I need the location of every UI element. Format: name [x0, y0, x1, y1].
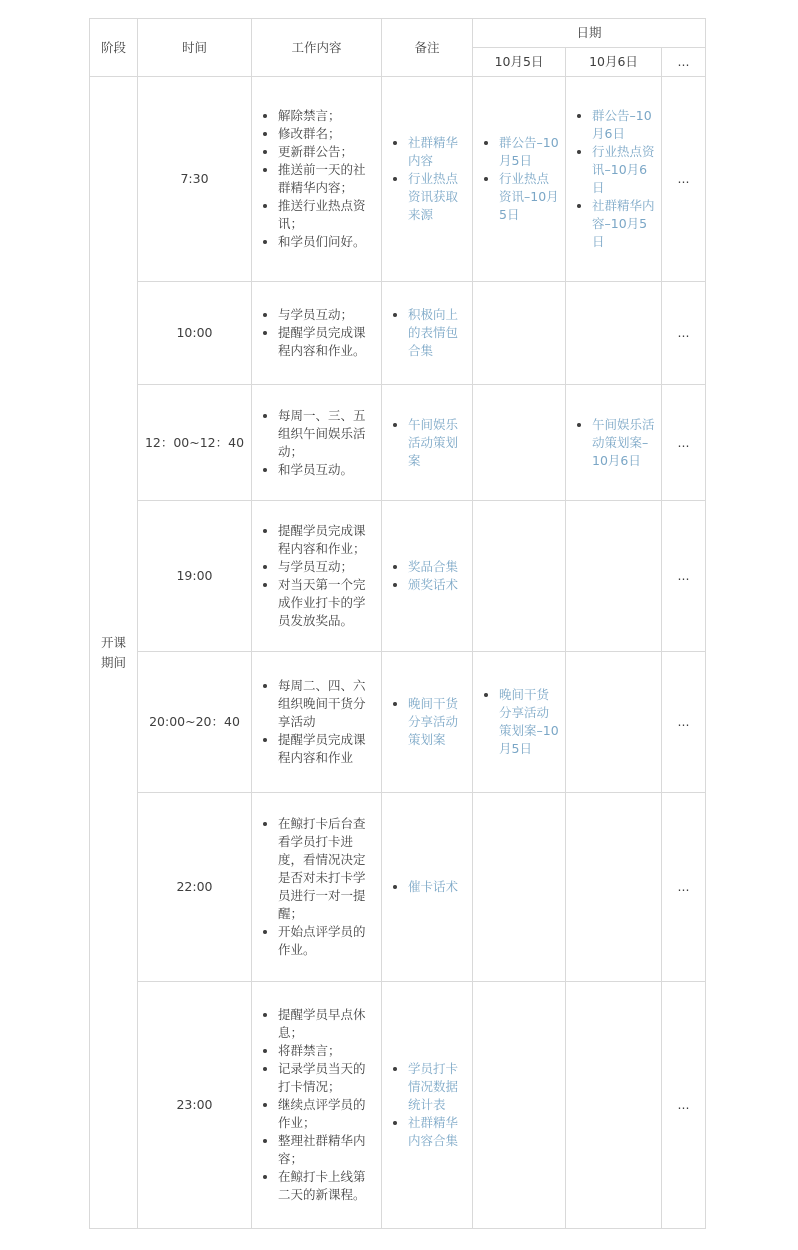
oct6-list	[566, 416, 661, 470]
work-cell	[252, 793, 382, 982]
work-cell	[252, 282, 382, 385]
header-date: 日期	[473, 19, 706, 48]
oct5-cell	[473, 77, 566, 282]
oct6-cell	[566, 652, 662, 793]
oct5-cell	[473, 652, 566, 793]
oct6-cell	[566, 282, 662, 385]
work-item: • 提醒学员完成课程内容和作业；	[278, 522, 375, 558]
oct6-cell	[566, 793, 662, 982]
oct5-cell	[473, 385, 566, 501]
oct6-list	[566, 107, 661, 251]
work-item: • 与学员互动；	[278, 306, 375, 324]
work-item: • 在鲸打卡上线第二天的新课程。	[278, 1168, 375, 1204]
note-item[interactable]: • 社群精华内容合集	[408, 1114, 466, 1150]
note-item[interactable]: • 午间娱乐活动策划案	[408, 416, 466, 470]
work-list	[252, 677, 381, 767]
oct6-cell	[566, 501, 662, 652]
stage-cell: 开课期间	[90, 77, 138, 1229]
note-list	[382, 878, 472, 896]
oct6-cell	[566, 982, 662, 1229]
work-list	[252, 407, 381, 479]
table-row	[90, 793, 706, 982]
note-item[interactable]: • 行业热点资讯获取来源	[408, 170, 466, 224]
header-note: 备注	[382, 19, 473, 77]
work-item: • 提醒学员早点休息；	[278, 1006, 375, 1042]
time-cell: 12：00~12：40	[138, 385, 252, 501]
note-item[interactable]: • 社群精华内容	[408, 134, 466, 170]
note-cell	[382, 793, 473, 982]
oct6-item[interactable]: • 群公告–10月6日	[592, 107, 655, 143]
header-work: 工作内容	[252, 19, 382, 77]
note-list	[382, 1060, 472, 1150]
work-item: • 每周一、三、五组织午间娱乐活动；	[278, 407, 375, 461]
work-item: • 推送行业热点资讯；	[278, 197, 375, 233]
oct5-list	[473, 134, 565, 224]
note-list	[382, 416, 472, 470]
time-cell: 22:00	[138, 793, 252, 982]
work-item: • 和学员们问好。	[278, 233, 375, 251]
note-item[interactable]: • 颁奖话术	[408, 576, 466, 594]
time-cell: 7:30	[138, 77, 252, 282]
header-date-oct5: 10月5日	[473, 48, 566, 77]
note-cell	[382, 982, 473, 1229]
work-item: • 提醒学员完成课程内容和作业	[278, 731, 375, 767]
work-list	[252, 815, 381, 959]
note-cell	[382, 501, 473, 652]
more-cell: ...	[662, 282, 706, 385]
note-list	[382, 134, 472, 224]
work-item: • 对当天第一个完成作业打卡的学员发放奖品。	[278, 576, 375, 630]
work-cell	[252, 982, 382, 1229]
note-cell	[382, 652, 473, 793]
more-cell: ...	[662, 385, 706, 501]
more-cell: ...	[662, 652, 706, 793]
schedule-table	[89, 18, 706, 1229]
note-cell	[382, 385, 473, 501]
work-cell	[252, 77, 382, 282]
oct5-cell	[473, 501, 566, 652]
work-item: • 与学员互动；	[278, 558, 375, 576]
more-cell: ...	[662, 77, 706, 282]
work-item: • 将群禁言；	[278, 1042, 375, 1060]
time-cell: 10:00	[138, 282, 252, 385]
work-item: • 每周二、四、六组织晚间干货分享活动	[278, 677, 375, 731]
time-cell: 23:00	[138, 982, 252, 1229]
more-cell: ...	[662, 501, 706, 652]
oct5-cell	[473, 982, 566, 1229]
work-item: • 继续点评学员的作业；	[278, 1096, 375, 1132]
work-list	[252, 107, 381, 251]
work-item: • 记录学员当天的打卡情况；	[278, 1060, 375, 1096]
work-item: • 和学员互动。	[278, 461, 375, 479]
work-item: • 推送前一天的社群精华内容；	[278, 161, 375, 197]
work-list	[252, 1006, 381, 1204]
table-row	[90, 982, 706, 1229]
work-item: • 提醒学员完成课程内容和作业。	[278, 324, 375, 360]
header-date-more: ...	[662, 48, 706, 77]
more-cell: ...	[662, 793, 706, 982]
schedule-body	[90, 77, 706, 1229]
work-cell	[252, 652, 382, 793]
header-date-oct6: 10月6日	[566, 48, 662, 77]
oct5-list	[473, 686, 565, 758]
oct6-item[interactable]: • 午间娱乐活动策划案–10月6日	[592, 416, 655, 470]
work-item: • 在鲸打卡后台查看学员打卡进度，看情况决定是否对未打卡学员进行一对一提醒；	[278, 815, 375, 923]
work-list	[252, 522, 381, 630]
table-row	[90, 501, 706, 652]
work-cell	[252, 501, 382, 652]
oct5-cell	[473, 793, 566, 982]
work-list	[252, 306, 381, 360]
time-cell: 19:00	[138, 501, 252, 652]
oct6-cell	[566, 77, 662, 282]
work-item: • 修改群名；	[278, 125, 375, 143]
oct5-item[interactable]: • 晚间干货分享活动策划案–10月5日	[499, 686, 559, 758]
oct6-item[interactable]: • 社群精华内容–10月5日	[592, 197, 655, 251]
oct6-cell	[566, 385, 662, 501]
work-item: • 更新群公告；	[278, 143, 375, 161]
table-row	[90, 282, 706, 385]
note-list	[382, 695, 472, 749]
work-item: • 开始点评学员的作业。	[278, 923, 375, 959]
note-item[interactable]: • 晚间干货分享活动策划案	[408, 695, 466, 749]
oct6-item[interactable]: • 行业热点资讯–10月6日	[592, 143, 655, 197]
oct5-item[interactable]: • 行业热点资讯–10月5日	[499, 170, 559, 224]
header-stage: 阶段	[90, 19, 138, 77]
more-cell: ...	[662, 982, 706, 1229]
work-item: • 解除禁言；	[278, 107, 375, 125]
work-item: • 整理社群精华内容；	[278, 1132, 375, 1168]
header-time: 时间	[138, 19, 252, 77]
note-item[interactable]: • 催卡话术	[408, 878, 466, 896]
work-cell	[252, 385, 382, 501]
note-list	[382, 306, 472, 360]
oct5-item[interactable]: • 群公告–10月5日	[499, 134, 559, 170]
oct5-cell	[473, 282, 566, 385]
note-item[interactable]: • 奖品合集	[408, 558, 466, 576]
note-cell	[382, 77, 473, 282]
table-row	[90, 385, 706, 501]
table-row	[90, 652, 706, 793]
table-row	[90, 77, 706, 282]
note-cell	[382, 282, 473, 385]
note-item[interactable]: • 积极向上的表情包合集	[408, 306, 466, 360]
note-list	[382, 558, 472, 594]
time-cell: 20:00~20：40	[138, 652, 252, 793]
note-item[interactable]: • 学员打卡情况数据统计表	[408, 1060, 466, 1114]
